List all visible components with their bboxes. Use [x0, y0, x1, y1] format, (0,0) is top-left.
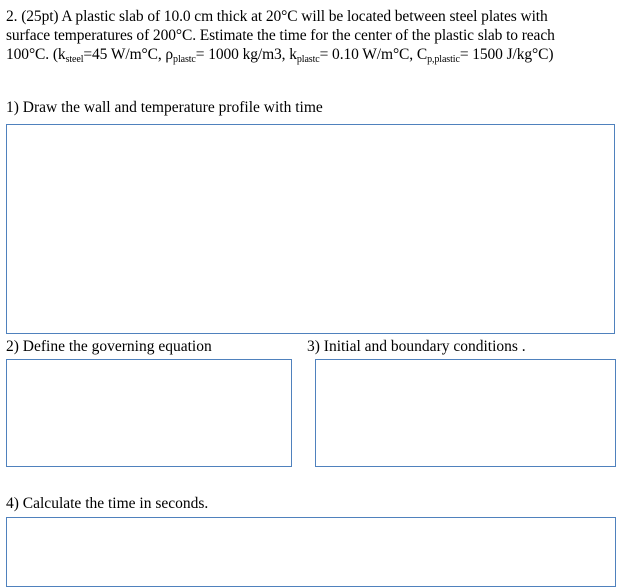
line3-start: 100°C. (k — [6, 46, 66, 63]
k-plastic-subscript: plastc — [296, 54, 320, 65]
rho-subscript: plastc — [173, 54, 196, 65]
cp-subscript: p,plastic — [427, 54, 460, 65]
problem-line-3 — [6, 46, 553, 63]
question-4-label: 4) Calculate the time in seconds. — [6, 495, 209, 512]
answer-box-1[interactable] — [6, 124, 615, 334]
problem-line-2: surface temperatures of 200°C. Estimate the time for the center of the plastic slab to reach — [6, 27, 555, 44]
answer-box-4[interactable] — [6, 517, 616, 587]
cp-value: = 1500 J/kg°C) — [459, 46, 554, 63]
problem-number: 2. — [6, 8, 18, 25]
problem-statement — [6, 7, 612, 64]
answer-box-3[interactable] — [315, 359, 616, 467]
rho-value: = 1000 kg/m3, k — [195, 46, 297, 63]
k-steel-value: =45 W/m°C, ρ — [83, 46, 174, 63]
problem-points: (25pt) — [21, 8, 59, 25]
k-plastic-value: = 0.10 W/m°C, C — [319, 46, 428, 63]
question-1-label: 1) Draw the wall and temperature profile with time — [6, 99, 323, 116]
question-3-label: 3) Initial and boundary conditions . — [307, 338, 526, 355]
question-2-label: 2) Define the governing equation — [6, 338, 212, 355]
problem-line-1: A plastic slab of 10.0 cm thick at 20°C will be located between steel plates with — [61, 8, 548, 25]
k-steel-subscript: steel — [65, 54, 84, 65]
answer-box-2[interactable] — [6, 359, 292, 467]
